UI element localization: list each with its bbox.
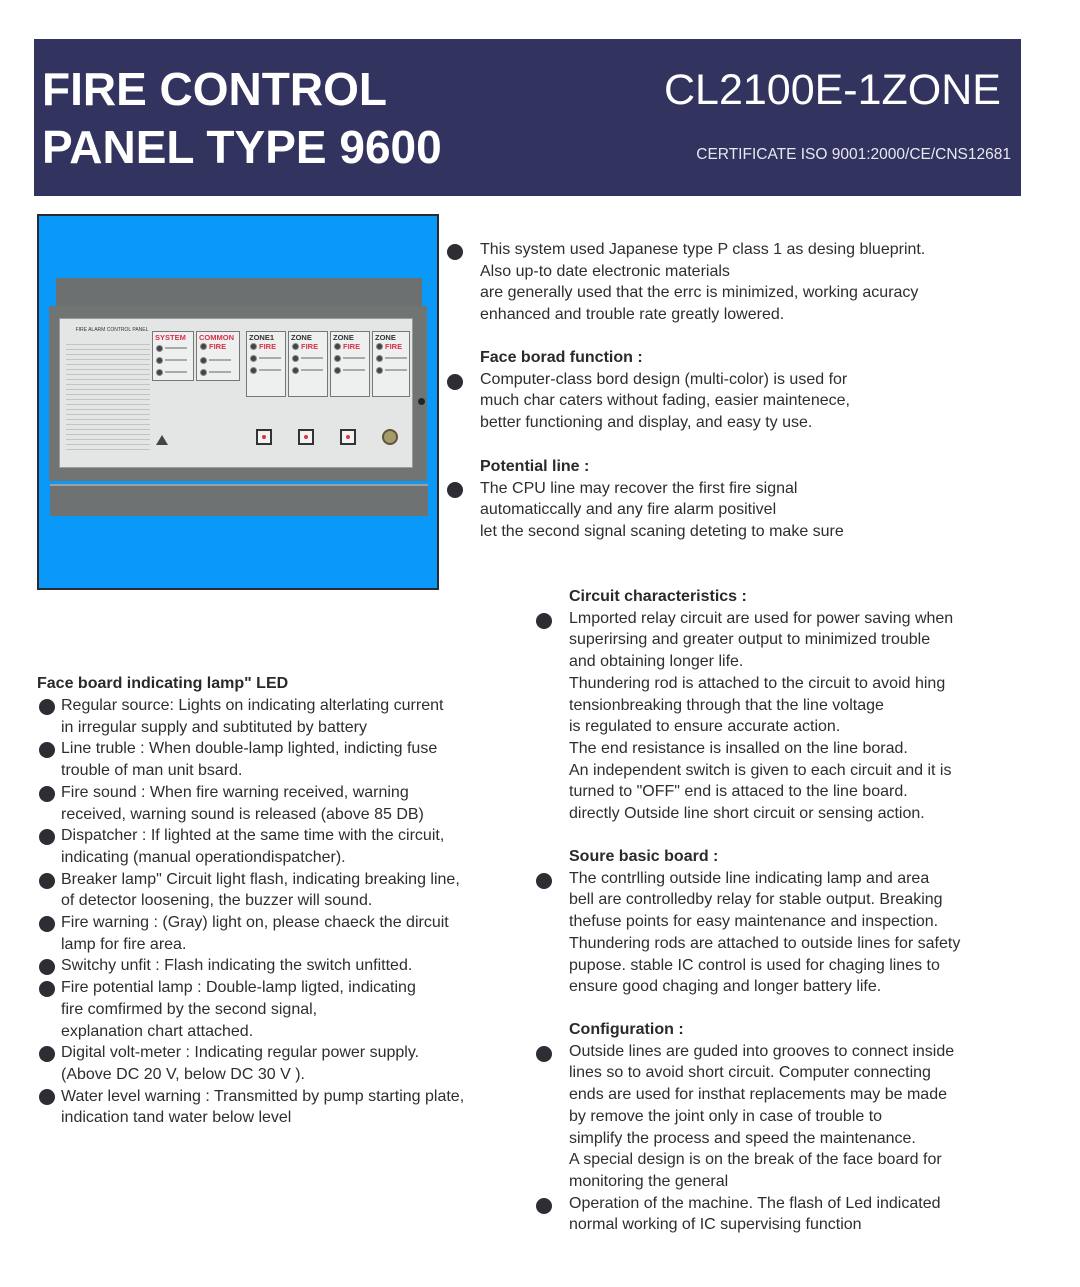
box-heading: ZONE — [333, 333, 354, 342]
led-icon — [292, 355, 299, 362]
bullet-icon — [39, 742, 55, 758]
led-icon — [376, 343, 383, 350]
bullet-icon — [39, 699, 55, 715]
evacuate-button-icon — [340, 429, 356, 445]
face-borad-function-section — [480, 347, 850, 434]
model-number: CL2100E-1ZONE — [664, 66, 1001, 114]
bullet-icon — [536, 613, 552, 629]
text-line: monitoring the general — [569, 1172, 729, 1190]
list-item: Digital volt-meter : Indicating regular power supply. — [61, 1044, 420, 1062]
certificate-text: CERTIFICATE ISO 9001:2000/CE/CNS12681 — [696, 146, 1011, 163]
list-item: Switchy unfit : Flash indicating the switch unfitted. — [61, 957, 413, 975]
list-item: Fire warning : (Gray) light on, please chaeck the dircuit — [61, 914, 449, 932]
text-line: let the second signal scaning deteting to make sure — [480, 523, 844, 541]
zone-2-box — [288, 331, 328, 397]
header-banner — [34, 39, 1021, 196]
text-line: normal working of IC supervising function — [569, 1216, 862, 1234]
list-item: Fire sound : When fire warning received, warning — [61, 783, 409, 801]
led-section — [37, 673, 288, 695]
box-heading: ZONE — [291, 333, 312, 342]
box-subheading: FIRE — [301, 342, 319, 351]
box-heading: SYSTEM — [155, 333, 186, 342]
list-item: in irregular supply and subtituted by battery — [61, 718, 367, 736]
bullet-icon — [39, 1089, 55, 1105]
text-line: This system used Japanese type P class 1 as desing blueprint. — [480, 241, 926, 258]
zone-4-box — [372, 331, 410, 397]
faceplate-instructions — [66, 341, 150, 453]
faceplate-title: FIRE ALARM CONTROL PANEL — [75, 327, 149, 333]
soure-basic-board-section — [569, 846, 960, 998]
cabinet-bottom — [50, 484, 428, 516]
bullet-icon — [39, 786, 55, 802]
system-indicator-box — [152, 331, 194, 381]
text-line: is regulated to ensure accurate action. — [569, 718, 841, 736]
list-item: Breaker lamp" Circuit light flash, indicating breaking line, — [61, 870, 460, 888]
text-line: Also up-to date electronic materials — [480, 262, 730, 280]
box-heading: ZONE1 — [249, 333, 275, 342]
led-icon — [200, 343, 207, 350]
zone-1-box — [246, 331, 286, 397]
cabinet-top — [56, 278, 422, 308]
text-line: thefuse points for easy maintenance and inspection. — [569, 913, 939, 931]
reset-button-icon — [256, 429, 272, 445]
box-heading: ZONE — [375, 333, 396, 342]
led-icon — [200, 357, 207, 364]
led-icon — [334, 343, 341, 350]
box-subheading: FIRE — [343, 342, 361, 351]
section-heading: Configuration : — [569, 1021, 684, 1038]
text-line: Lmported relay circuit are used for power saving when — [569, 609, 954, 627]
title-line-1: FIRE CONTROL — [42, 63, 387, 115]
list-item: (Above DC 20 V, below DC 30 V ). — [61, 1065, 305, 1083]
bullet-icon — [536, 873, 552, 889]
led-items-list — [61, 695, 464, 1129]
box-subheading: FIRE — [259, 342, 277, 351]
list-item: trouble of man unit bsard. — [61, 762, 243, 780]
bullet-icon — [39, 916, 55, 932]
warning-triangle-icon — [156, 435, 168, 445]
text-line: lines so to avoid short circuit. Computer connecting — [569, 1064, 931, 1082]
section-heading: Face borad function : — [480, 349, 643, 366]
text-line: pupose. stable IC control is used for chaging lines to — [569, 956, 940, 974]
led-icon — [334, 355, 341, 362]
section-heading: Soure basic board : — [569, 848, 719, 865]
bullet-icon — [39, 959, 55, 975]
text-line: Computer-class bord design (multi-color) is used for — [480, 370, 848, 388]
text-line: Thundering rod is attached to the circuit to avoid hing — [569, 674, 946, 692]
led-icon — [156, 369, 163, 376]
silence-button-icon — [298, 429, 314, 445]
text-line: are generally used that the errc is minimized, working acuracy — [480, 284, 919, 302]
bullet-icon — [39, 829, 55, 845]
text-line: ends are used for insthat replacements may be made — [569, 1086, 947, 1104]
list-item: received, warning sound is released (above 85 DB) — [61, 805, 424, 823]
door-knob-icon — [418, 398, 425, 405]
text-line: tensionbreaking through that the line voltage — [569, 696, 884, 714]
text-line: Operation of the machine. The flash of Led indicated — [569, 1194, 941, 1212]
led-icon — [334, 367, 341, 374]
list-item: lamp for fire area. — [61, 935, 187, 953]
led-icon — [250, 343, 257, 350]
box-subheading: FIRE — [385, 342, 403, 351]
intro-paragraph — [480, 239, 925, 326]
common-fire-box — [196, 331, 240, 381]
list-item: Fire potential lamp : Double-lamp ligted, indicating — [61, 979, 416, 997]
text-line: directly Outside line short circuit or sensing action. — [569, 805, 925, 823]
control-faceplate — [59, 318, 413, 468]
led-icon — [200, 369, 207, 376]
list-item: Water level warning : Transmitted by pump starting plate, — [61, 1087, 465, 1105]
bullet-icon — [447, 482, 463, 498]
text-line: A special design is on the break of the face board for — [569, 1151, 942, 1169]
list-item: fire comfirmed by the second signal, — [61, 1000, 318, 1018]
section-heading: Potential line : — [480, 458, 590, 475]
text-line: simplify the process and speed the maintenance. — [569, 1129, 916, 1147]
bullet-icon — [39, 981, 55, 997]
zone-3-box — [330, 331, 370, 397]
section-heading: Circuit characteristics : — [569, 588, 747, 605]
led-icon — [250, 355, 257, 362]
list-item: explanation chart attached. — [61, 1022, 254, 1040]
text-line: The end resistance is insalled on the line borad. — [569, 739, 908, 757]
title-line-2: PANEL TYPE 9600 — [42, 121, 442, 173]
bullet-icon — [39, 1046, 55, 1062]
text-line: enhanced and trouble rate greatly lowered. — [480, 306, 785, 324]
text-line: much char caters without fading, easier maintenece, — [480, 392, 850, 410]
bullet-icon — [447, 244, 463, 260]
bullet-icon — [39, 873, 55, 889]
text-line: automaticcally and any fire alarm positivel — [480, 501, 777, 519]
led-icon — [292, 367, 299, 374]
list-item: indication tand water below level — [61, 1109, 292, 1127]
text-line: by remove the joint only in case of trouble to — [569, 1107, 883, 1125]
bullet-icon — [536, 1046, 552, 1062]
bullet-icon — [447, 374, 463, 390]
text-line: Outside lines are guded into grooves to connect inside — [569, 1042, 955, 1060]
product-photo — [37, 214, 439, 590]
key-lock-icon — [382, 429, 398, 445]
text-line: An independent switch is given to each circuit and it is — [569, 761, 952, 779]
list-item: Line truble : When double-lamp lighted, indicting fuse — [61, 740, 438, 758]
text-line: better functioning and display, and easy ty use. — [480, 414, 813, 432]
text-line: The CPU line may recover the first fire signal — [480, 479, 798, 497]
list-item: of detector loosening, the buzzer will sound. — [61, 892, 373, 910]
circuit-characteristics-section — [569, 586, 953, 825]
text-line: bell are controlledby relay for stable output. Breaking — [569, 891, 943, 909]
text-line: The contrlling outside line indicating lamp and area — [569, 869, 930, 887]
list-item: indicating (manual operationdispatcher). — [61, 848, 346, 866]
list-item: Dispatcher : If lighted at the same time with the circuit, — [61, 827, 445, 845]
bullet-icon — [536, 1198, 552, 1214]
text-line: Thundering rods are attached to outside lines for safety — [569, 934, 961, 952]
text-line: turned to "OFF" end is attaced to the line board. — [569, 783, 908, 801]
led-icon — [156, 345, 163, 352]
potential-line-section — [480, 456, 844, 543]
box-heading: COMMON — [199, 333, 234, 342]
text-line: superirsing and greater output to minimized trouble — [569, 631, 931, 649]
text-line: and obtaining longer life. — [569, 653, 744, 671]
box-subheading: FIRE — [209, 342, 227, 351]
led-icon — [156, 357, 163, 364]
list-item: Regular source: Lights on indicating alterlating current — [61, 697, 444, 714]
led-icon — [250, 367, 257, 374]
led-icon — [376, 355, 383, 362]
configuration-section — [569, 1019, 954, 1236]
led-icon — [376, 367, 383, 374]
section-heading: Face board indicating lamp" LED — [37, 675, 289, 692]
text-line: ensure good chaging and longer battery life. — [569, 978, 882, 996]
led-icon — [292, 343, 299, 350]
